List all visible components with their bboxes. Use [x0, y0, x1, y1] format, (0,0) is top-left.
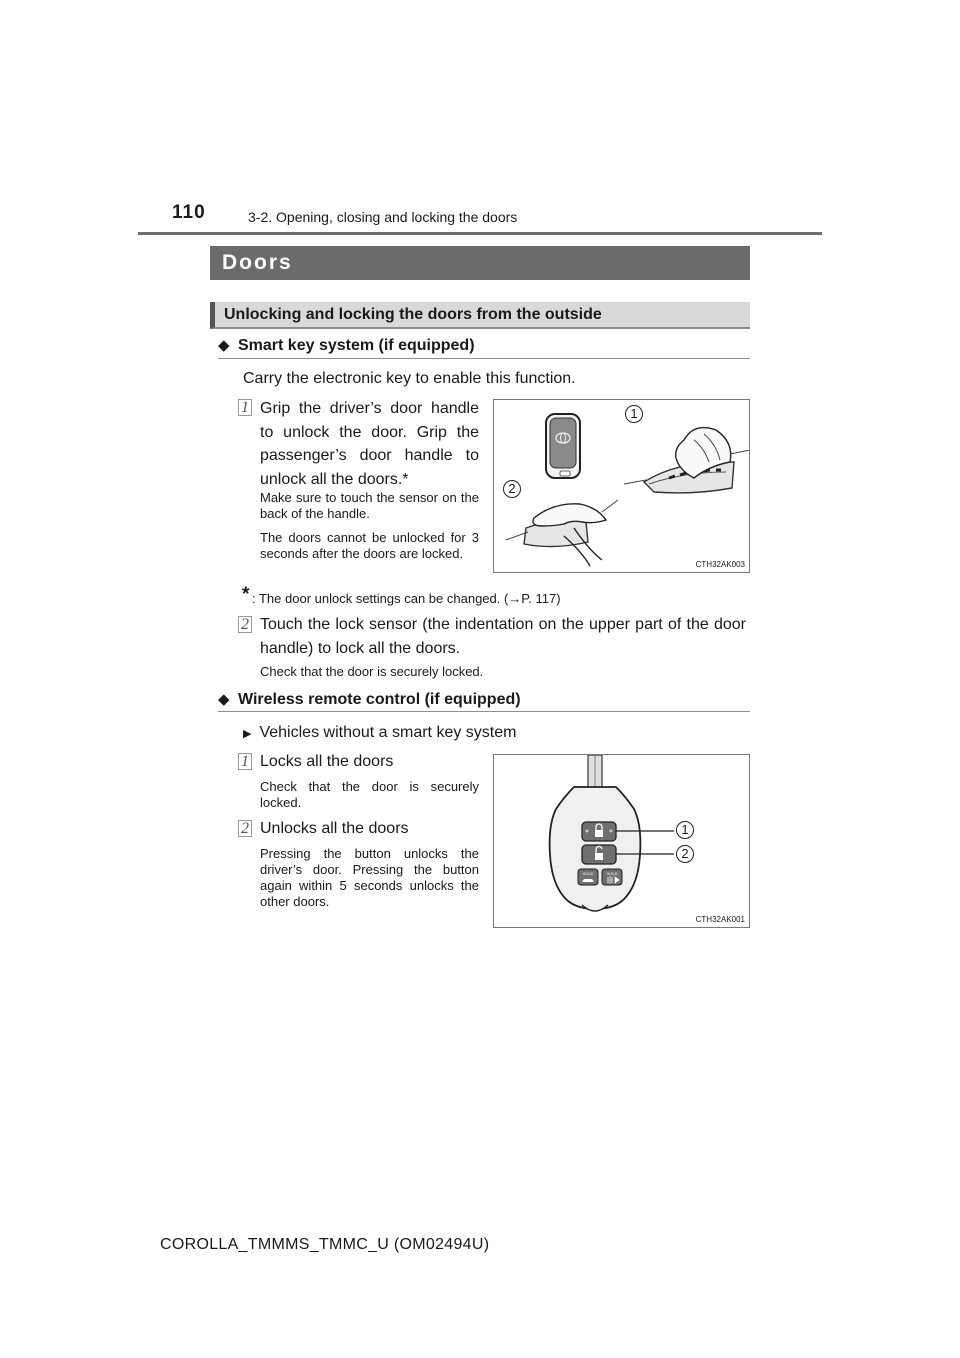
remote-step2-text: Unlocks all the doors	[260, 820, 409, 837]
door-handle-grip-icon	[624, 428, 750, 493]
remote-key-icon	[550, 755, 641, 911]
smart-key-fob-icon	[546, 414, 580, 478]
smart-key-intro: Carry the electronic key to enable this function.	[243, 370, 576, 387]
smart-key-heading-text: Smart key system (if equipped)	[238, 337, 475, 354]
door-handle-touch-icon	[506, 500, 618, 566]
callout-2: 2	[503, 480, 521, 498]
diamond-bullet-icon: ◆	[218, 337, 230, 354]
figure-code: CTH32AK003	[695, 560, 745, 569]
smart-key-heading-rule	[218, 358, 750, 359]
triangle-bullet-icon: ▶	[243, 728, 252, 740]
remote-sub	[243, 722, 516, 745]
header-divider	[138, 232, 822, 235]
step-number-1: 1	[238, 399, 252, 416]
section-title-bar	[210, 246, 750, 280]
remote-step1-note: Check that the door is securely locked.	[260, 779, 479, 810]
footnote-text: : The door unlock settings can be changed. (→P. 117)	[252, 591, 561, 606]
smart-key-step2-note: Check that the door is securely locked.	[260, 664, 484, 679]
remote-key-figure	[493, 754, 750, 928]
remote-callout-2: 2	[676, 845, 694, 863]
page-number: 110	[172, 202, 206, 223]
remote-step-number-2: 2	[238, 820, 252, 837]
remote-sub-text: Vehicles without a smart key system	[259, 724, 517, 741]
callout-1: 1	[625, 405, 643, 423]
remote-step2-note: Pressing the button unlocks the driver’s door. Pressing the button again within 5 seconds unlocks the other doors.	[260, 846, 479, 909]
chapter-title: 3-2. Opening, closing and locking the doors	[248, 209, 518, 225]
remote-step-number-1: 1	[238, 753, 252, 770]
remote-heading-rule	[218, 711, 750, 712]
remote-figure-code: CTH32AK001	[695, 915, 745, 924]
diamond-bullet-icon: ◆	[218, 691, 230, 708]
smart-key-step1-text: Grip the driver’s door handle to unlock the door. Grip the passenger’s door handle to unlock all the doors.*	[260, 400, 479, 488]
remote-heading-text: Wireless remote control (if equipped)	[238, 691, 521, 708]
smart-key-step1-note2: The doors cannot be unlocked for 3 seconds after the doors are locked.	[260, 530, 479, 561]
remote-key-illustration	[494, 755, 750, 928]
section-title: Doors	[222, 251, 293, 274]
footnote-mark: *	[242, 584, 250, 605]
remote-heading	[218, 690, 521, 709]
remote-step1-text: Locks all the doors	[260, 753, 394, 770]
hold-label-2: HOLD	[606, 871, 618, 876]
subsection-title: Unlocking and locking the doors from the outside	[224, 306, 602, 323]
subsection-title-bar	[210, 302, 750, 329]
smart-key-illustration	[494, 400, 750, 573]
step-number-2: 2	[238, 616, 252, 633]
footer-doc-id: COROLLA_TMMMS_TMMC_U (OM02494U)	[160, 1236, 490, 1253]
remote-callout-1: 1	[676, 821, 694, 839]
smart-key-step2-text: Touch the lock sensor (the indentation on the upper part of the door handle) to lock all the doors.	[260, 616, 746, 657]
hold-label-1: HOLD	[582, 871, 594, 876]
smart-key-heading	[218, 336, 475, 355]
smart-key-figure	[493, 399, 750, 573]
smart-key-step1-note1: Make sure to touch the sensor on the back of the handle.	[260, 490, 479, 521]
